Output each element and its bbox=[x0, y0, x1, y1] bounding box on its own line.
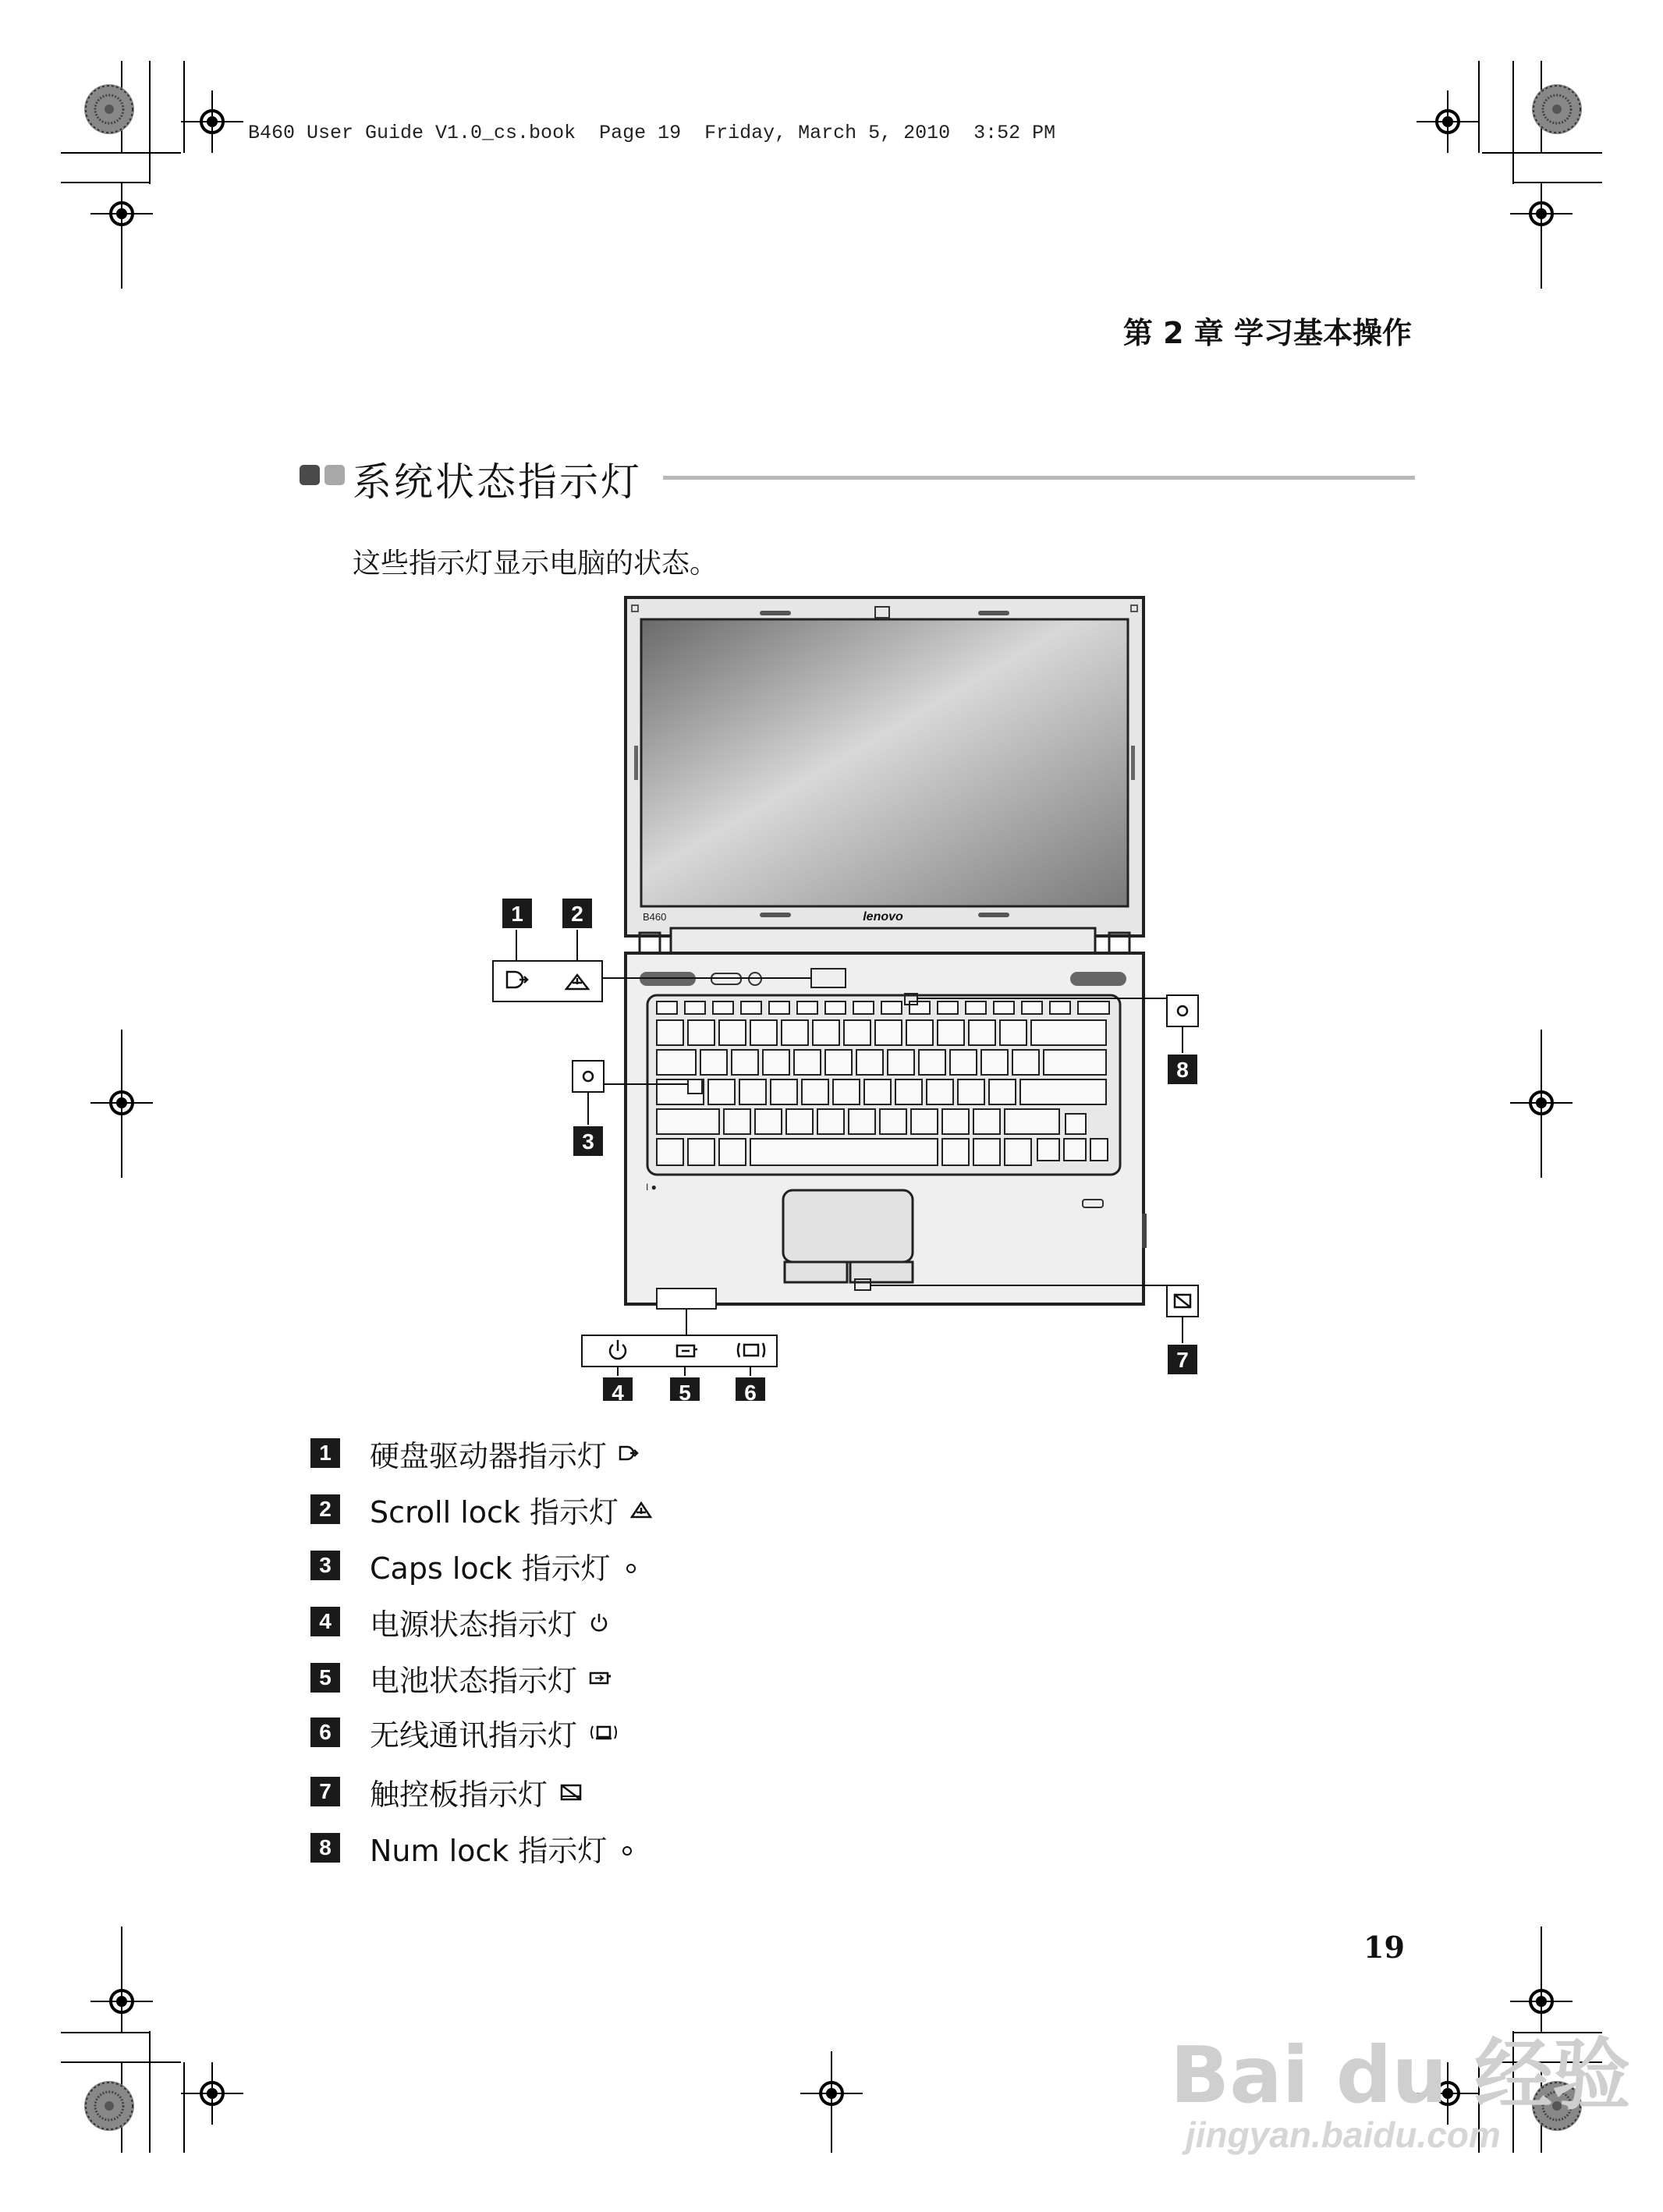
legend-item-hdd bbox=[310, 1434, 640, 1473]
laptop-lid bbox=[626, 597, 1144, 936]
model-label: B460 bbox=[643, 911, 667, 923]
legend-label: 硬盘驱动器指示灯 bbox=[370, 1438, 608, 1473]
legend-label: Scroll lock 指示灯 bbox=[370, 1494, 619, 1530]
hdd-icon bbox=[618, 1442, 640, 1464]
svg-text:I ●: I ● bbox=[646, 1182, 657, 1193]
callout-3: 3 bbox=[582, 1129, 594, 1154]
legend-item-num-lock bbox=[310, 1828, 636, 1867]
chapter-title: 第 2 章 学习基本操作 bbox=[1122, 316, 1412, 350]
legend-num: 4 bbox=[310, 1607, 340, 1636]
dark-square-icon bbox=[300, 465, 320, 485]
legend-num: 5 bbox=[310, 1663, 340, 1693]
legend-num: 7 bbox=[310, 1777, 340, 1806]
legend-label: 无线通讯指示灯 bbox=[370, 1717, 578, 1753]
watermark-logo: Bai du 经验 bbox=[1170, 2029, 1631, 2121]
scroll-lock-icon bbox=[629, 1498, 653, 1520]
legend-label: 电池状态指示灯 bbox=[370, 1663, 578, 1698]
legend-item-battery bbox=[310, 1658, 613, 1697]
laptop-base bbox=[626, 953, 1147, 1309]
watermark-url: jingyan.baidu.com bbox=[1186, 2115, 1501, 2155]
callout-5: 5 bbox=[679, 1381, 691, 1401]
circle-icon bbox=[622, 1554, 640, 1576]
laptop-figure bbox=[484, 590, 1201, 1401]
intro-text: 这些指示灯显示电脑的状态。 bbox=[353, 548, 718, 580]
callout-6: 6 bbox=[744, 1381, 757, 1401]
legend-item-caps-lock bbox=[310, 1546, 640, 1585]
light-square-icon bbox=[324, 465, 345, 485]
legend-label: 电源状态指示灯 bbox=[370, 1607, 578, 1642]
laptop-hinge bbox=[640, 928, 1129, 955]
section-rule bbox=[663, 476, 1415, 480]
callout-8: 8 bbox=[1176, 1058, 1189, 1082]
callout-7: 7 bbox=[1176, 1348, 1189, 1372]
legend-num: 6 bbox=[310, 1717, 340, 1747]
callout-1: 1 bbox=[511, 902, 523, 926]
legend-num: 1 bbox=[310, 1438, 340, 1468]
section-title: 系统状态指示灯 bbox=[353, 459, 642, 505]
legend-item-wireless bbox=[310, 1713, 619, 1752]
callout-4: 4 bbox=[612, 1381, 624, 1401]
legend-num: 2 bbox=[310, 1494, 340, 1524]
callout-2: 2 bbox=[571, 902, 583, 926]
power-icon bbox=[588, 1611, 610, 1632]
touchpad-icon bbox=[558, 1781, 585, 1803]
battery-icon bbox=[588, 1667, 613, 1689]
legend-label: Caps lock 指示灯 bbox=[370, 1551, 611, 1586]
legend-item-scroll-lock bbox=[310, 1490, 653, 1529]
circle-icon bbox=[618, 1837, 636, 1859]
file-meta: B460 User Guide V1.0_cs.book Page 19 Friday, March 5, 2010 3:52 PM bbox=[248, 122, 1056, 144]
legend-label: Num lock 指示灯 bbox=[370, 1833, 608, 1868]
brand-logo: lenovo bbox=[863, 910, 903, 923]
legend-num: 3 bbox=[310, 1551, 340, 1580]
page-number: 19 bbox=[1363, 1930, 1405, 1965]
legend-num: 8 bbox=[310, 1833, 340, 1863]
legend-label: 触控板指示灯 bbox=[370, 1777, 548, 1812]
legend-item-power bbox=[310, 1602, 610, 1641]
section-bullets bbox=[300, 465, 349, 489]
legend-item-touchpad bbox=[310, 1772, 585, 1811]
wireless-icon bbox=[588, 1721, 619, 1743]
